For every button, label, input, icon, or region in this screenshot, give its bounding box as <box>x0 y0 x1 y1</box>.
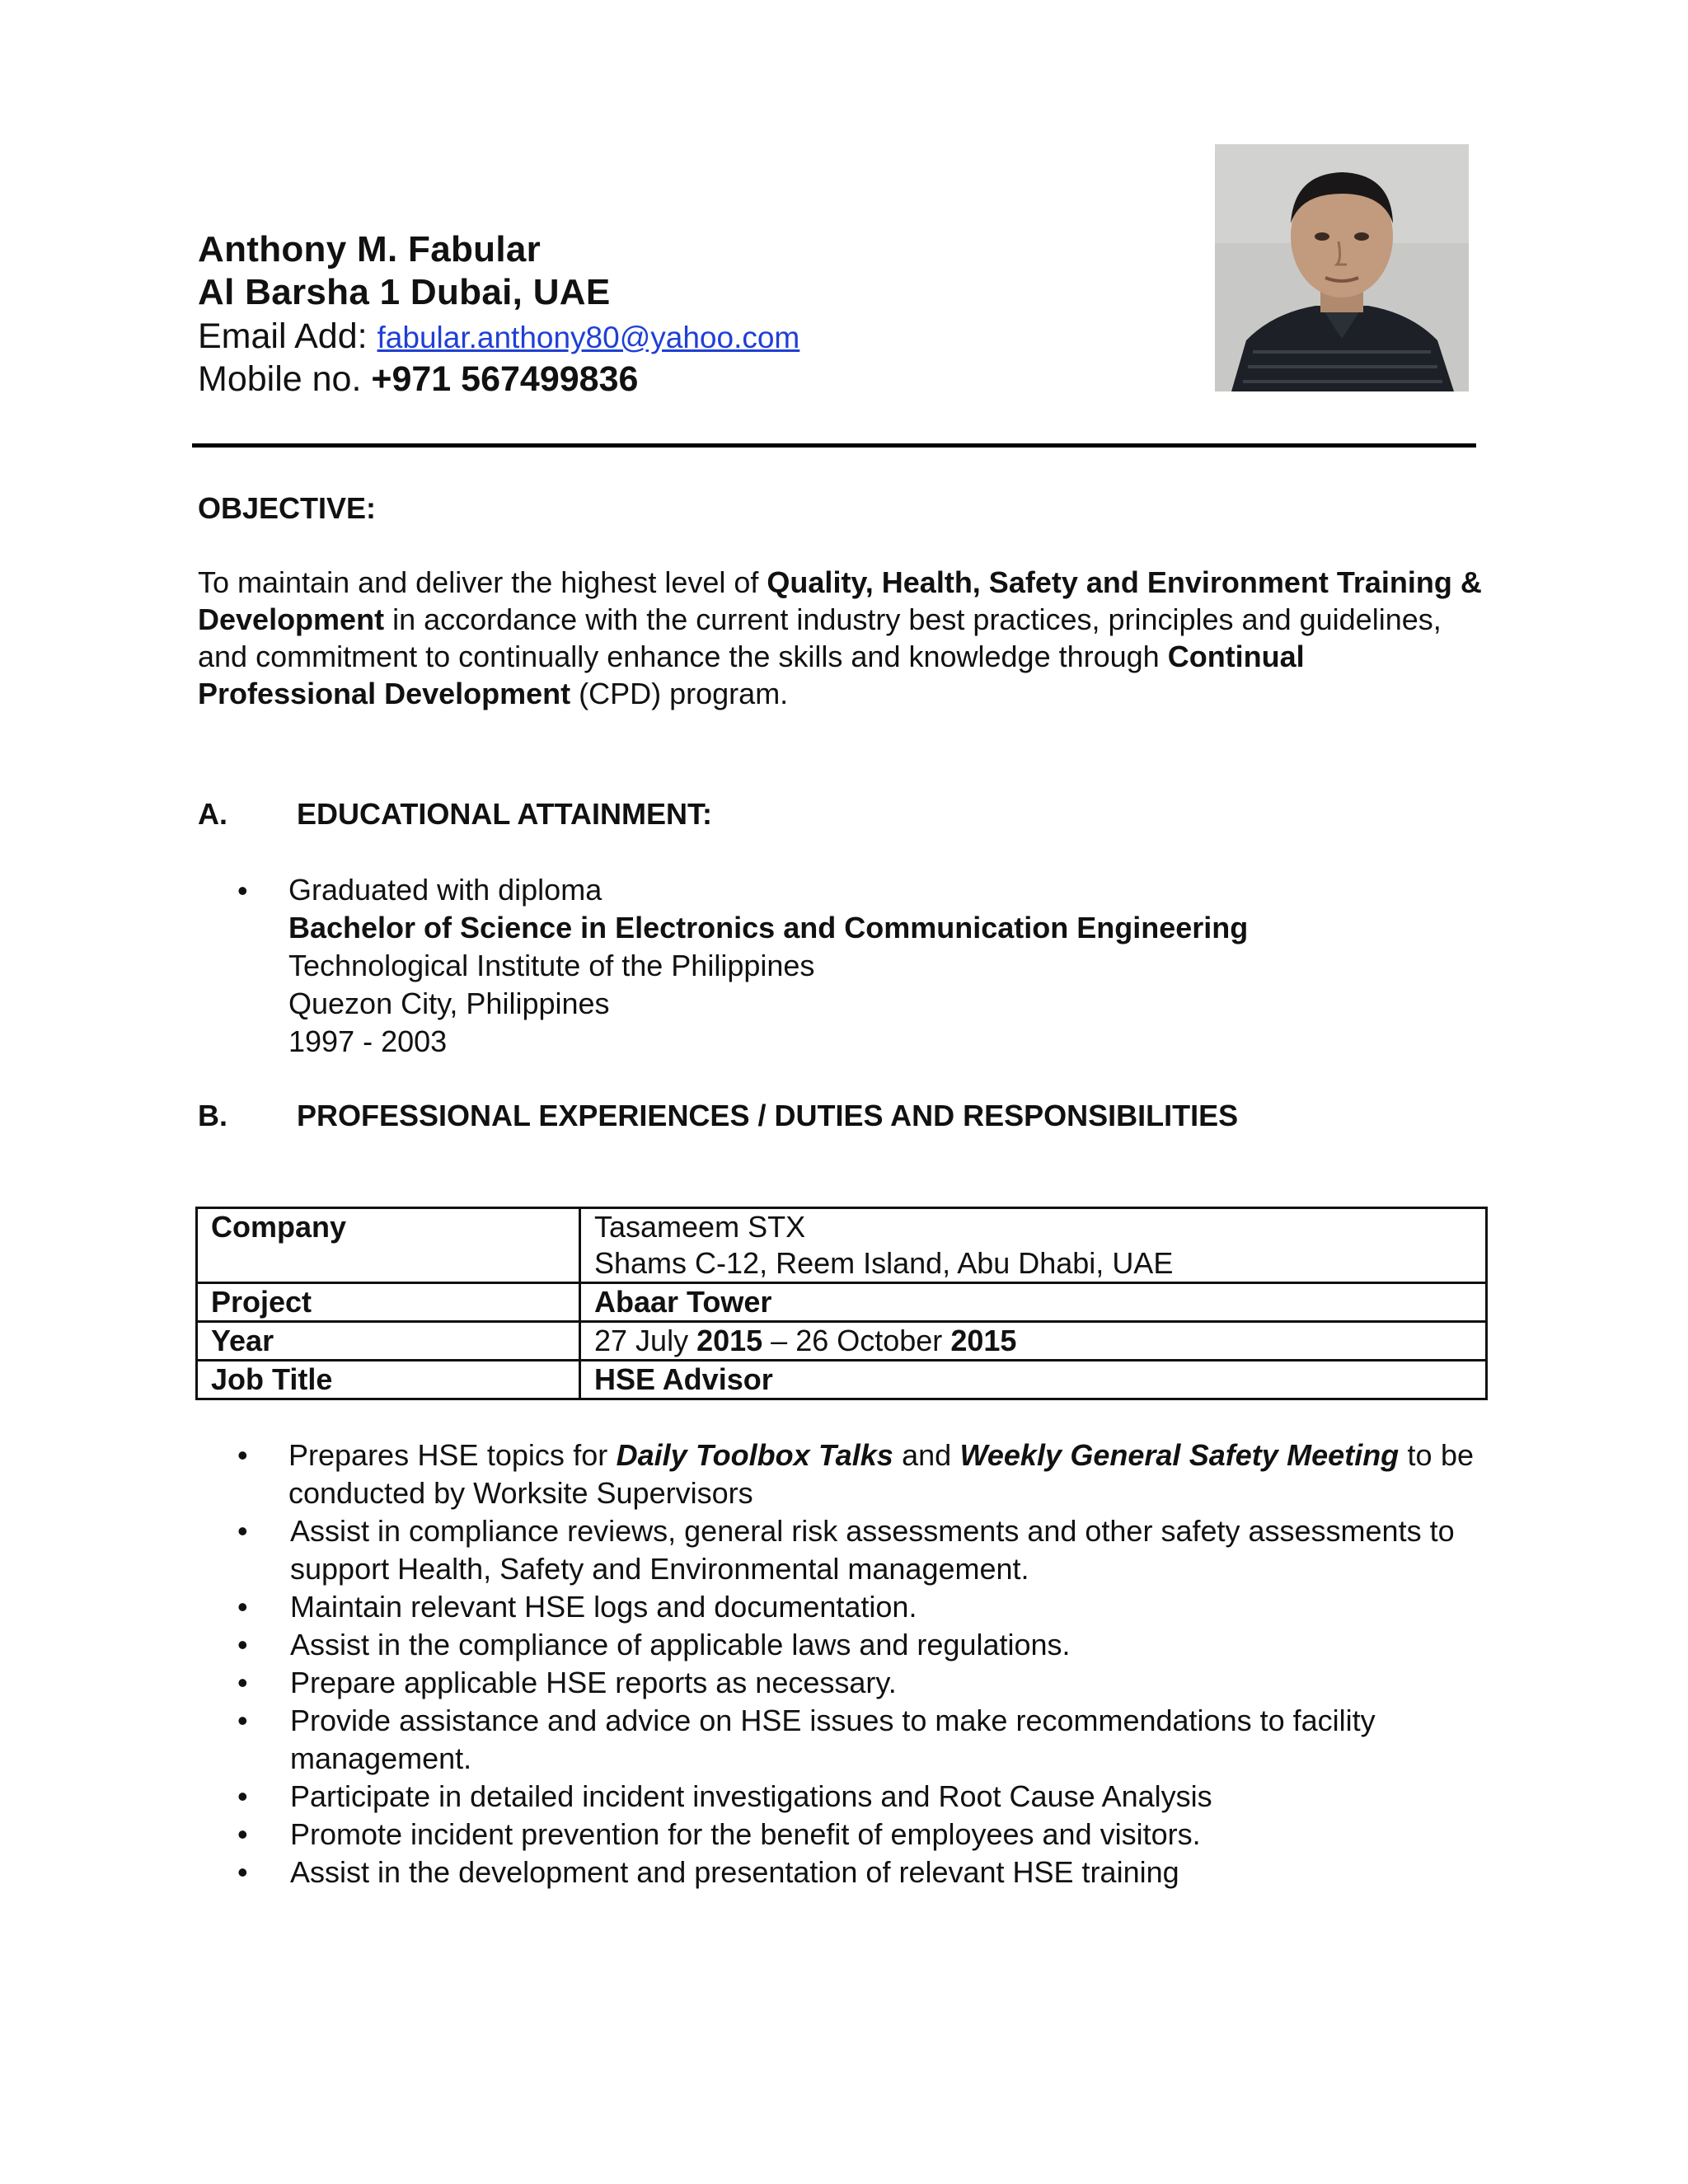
experience-table <box>195 1207 1488 1400</box>
table-row <box>197 1283 1487 1322</box>
mobile-label: Mobile no. <box>198 359 362 399</box>
education-line: Graduated with diploma <box>288 873 603 907</box>
school: Technological Institute of the Philippines <box>288 949 815 982</box>
email-line <box>198 316 799 357</box>
person-portrait-icon <box>1215 144 1469 391</box>
year-number: 2015 <box>950 1324 1017 1357</box>
education-details <box>288 871 1248 1061</box>
education-heading <box>198 797 712 832</box>
list-item: • Prepare applicable HSE reports as necessary. <box>237 1664 1474 1702</box>
objective-paragraph <box>198 564 1484 712</box>
duty-emphasis: Daily Toolbox Talks <box>616 1438 893 1472</box>
year-value <box>580 1322 1487 1361</box>
table-label: Job Title <box>197 1361 580 1399</box>
job-title: HSE Advisor <box>580 1361 1487 1399</box>
year-text: – 26 October <box>762 1324 951 1357</box>
candidate-name: Anthony M. Fabular <box>198 229 542 269</box>
table-label: Company <box>197 1208 580 1283</box>
email-link[interactable]: fabular.anthony80@yahoo.com <box>377 321 800 354</box>
project-name: Abaar Tower <box>580 1283 1487 1322</box>
table-label: Project <box>197 1283 580 1322</box>
year-number: 2015 <box>696 1324 763 1357</box>
bullet-icon: • <box>237 874 248 907</box>
duty-emphasis: Weekly General Safety Meeting <box>959 1438 1400 1472</box>
objective-emphasis: Quality, Health, Safety and Environment Training & Development <box>198 565 1482 636</box>
list-item: • Promote incident prevention for the benefit of employees and visitors. <box>237 1816 1474 1854</box>
objective-text: in accordance with the current industry best practices, principles and guidelines, and commitment to continually enhance the skills and knowledge through <box>198 602 1442 673</box>
table-value <box>580 1208 1487 1283</box>
mobile-number: +971 567499836 <box>371 359 639 399</box>
table-row <box>197 1322 1487 1361</box>
school-location: Quezon City, Philippines <box>288 987 610 1020</box>
duty-text: Prepares HSE topics for <box>288 1438 617 1472</box>
year-text: 27 July <box>594 1324 697 1357</box>
duty-text: and <box>893 1438 960 1472</box>
list-item <box>237 1436 1474 1512</box>
mobile-line <box>198 359 638 400</box>
candidate-address: Al Barsha 1 Dubai, UAE <box>198 272 611 312</box>
table-row <box>197 1208 1487 1283</box>
list-item: • Maintain relevant HSE logs and documentation. <box>237 1588 1474 1626</box>
list-item: • Participate in detailed incident investigations and Root Cause Analysis <box>237 1778 1474 1816</box>
list-item: • Assist in compliance reviews, general risk assessments and other safety assessments to support Health, Safety and Environmental management. <box>237 1512 1474 1588</box>
section-letter: A. <box>198 797 227 831</box>
objective-text: To maintain and deliver the highest level of <box>198 565 767 599</box>
table-label: Year <box>197 1322 580 1361</box>
header-divider <box>192 443 1476 448</box>
company-address: Shams C-12, Reem Island, Abu Dhabi, UAE <box>594 1246 1174 1280</box>
list-item: • Assist in the compliance of applicable laws and regulations. <box>237 1626 1474 1664</box>
email-label: Email Add: <box>198 316 368 356</box>
company-name: Tasameem STX <box>594 1210 806 1244</box>
experience-heading <box>198 1099 1238 1133</box>
list-item: • Assist in the development and presentation of relevant HSE training <box>237 1854 1474 1891</box>
education-years: 1997 - 2003 <box>288 1024 448 1058</box>
section-letter: B. <box>198 1099 227 1132</box>
duty-text: to be conducted by Worksite Supervisors <box>288 1438 1474 1510</box>
duties-list <box>237 1436 1474 1891</box>
degree: Bachelor of Science in Electronics and Communication Engineering <box>288 911 1249 944</box>
section-title: PROFESSIONAL EXPERIENCES / DUTIES AND RESPONSIBILITIES <box>297 1099 1239 1132</box>
list-item: • Provide assistance and advice on HSE issues to make recommendations to facility management. <box>237 1702 1474 1778</box>
table-row <box>197 1361 1487 1399</box>
objective-emphasis: Continual Professional Development <box>198 640 1305 710</box>
objective-text: (CPD) program. <box>570 677 789 710</box>
section-title: EDUCATIONAL ATTAINMENT: <box>297 797 712 831</box>
profile-photo <box>1215 144 1469 391</box>
objective-heading: OBJECTIVE: <box>198 491 377 525</box>
